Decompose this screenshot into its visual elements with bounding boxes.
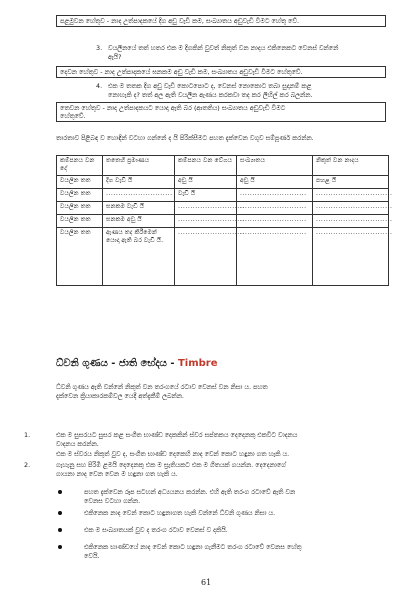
- first-reason-text: පළමුවන හේතුව - නාද උත්පාදකයේ දිග අඩු වැඩි කම, සංඛ්‍යාතය අඩුවැඩි වීමට හේතු වේ.: [60, 17, 300, 25]
- bullet-icon: [58, 545, 62, 549]
- blank-answer-cell: ...........................: [237, 202, 313, 215]
- blank-answer-cell: ...........................: [103, 189, 175, 202]
- table-cell: ඝනකම අඩු යි: [103, 215, 175, 228]
- question-number: 3.: [96, 44, 103, 52]
- blank-answer-cell: ...........................: [175, 202, 237, 215]
- blank-answer-cell: ...............................: [313, 202, 389, 215]
- activity-text: එක ම ස්වරය නිකුත් වුව ද, සංගීත භාණ්ඩ දෙකෙහි නාද වෙන් කොට හඳුනා ගත හැකි ය.: [56, 450, 290, 458]
- table-cell: අඩු යි: [237, 176, 313, 189]
- table-header-cell: කම්පනය වන දේ: [57, 156, 103, 176]
- section-intro: දැක්වෙන ක්‍රියාකාරකම්වල යෙදී අත්දැකීම් ලබන්න.: [56, 392, 184, 400]
- activity-text: වාදනය කරන්න.: [56, 440, 99, 448]
- blank-answer-cell: ...........................: [237, 215, 313, 228]
- table-cell: පහළ යි: [313, 176, 389, 189]
- bullet-text: එකිනෙක නාද වෙන් කොට හඳුනාගත හැකි වන්නේ ධ්වනි ගුණය නිසා ය.: [84, 509, 276, 517]
- question-text: වයලීනයේ තත් හතර එක ම දිගකින් වුවත් නිකුත් වන නාදය එකිනෙකට වෙනස් වන්නේ: [108, 44, 339, 52]
- table-cell: අඩු යි: [175, 176, 237, 189]
- blank-answer-cell: ...............................: [313, 215, 389, 228]
- bullet-icon: [58, 511, 62, 515]
- table-row: [57, 176, 389, 189]
- table-intro: තාරතාව පිළිබඳ ව හොඳින් වටහා ගන්නේ ද යි පිරික්සීමට පහත දැක්වෙන වගුව සම්පූර්ණ කරන්න.: [56, 134, 314, 142]
- second-reason-text: දෙවන හේතුව - නාද උත්පාදකයේ ඝනකම අඩු වැඩි කම, සංඛ්‍යාතය අඩුවැඩි වීමට හේතුවේ.: [60, 68, 303, 76]
- table-cell: වයලීන තත: [57, 215, 103, 228]
- table-header-cell: තතෙහි ප්‍රමාණය: [103, 156, 175, 176]
- bullet-text: එක ම සංඛ්‍යාතයක් වුව ද තරංග රටාව වෙනස් ව දකියි.: [84, 526, 228, 534]
- question-text: එක ම තතක දිග අඩු වැඩි කොටපොට ද, වෙනස් නොකොට තබා සුදානම් කළ: [108, 82, 312, 90]
- question-text: ඇයි?: [108, 53, 122, 61]
- bullet-icon: [58, 490, 62, 494]
- table-header-cell: සංඛ්‍යාතය: [237, 156, 313, 176]
- table-cell: වයලීන තත: [57, 228, 103, 286]
- blank-answer-cell: ...............................: [313, 189, 389, 202]
- bullet-text: වෙයි.: [84, 552, 100, 560]
- pitch-table: [56, 155, 393, 286]
- activity-text: එක ම සුසරයට සුසර කළ සංගීත භාණ්ඩ දෙකකින් ස්වර සප්තකය දෙදෙනකු එකවිට වාදනය: [56, 431, 298, 439]
- blank-answer-cell: ...............................: [313, 228, 389, 286]
- page-number: 61: [201, 578, 212, 587]
- second-reason-box: [56, 66, 386, 78]
- first-reason-box: [56, 15, 386, 27]
- bullet-text: වෙනස වටහා ගන්න.: [84, 497, 141, 505]
- table-header-cell: කම්පනය වන වේගය: [175, 156, 237, 176]
- table-row: [57, 202, 389, 215]
- table-cell: වයලීන තත: [57, 202, 103, 215]
- bullet-text: පහත දැක්වෙන රූප සටහන් අධ්‍යයනය කරන්න. එහි ඇති තරංග රටාවේ ඇති වන: [84, 488, 296, 496]
- table-cell: දිග වැඩි යි: [103, 176, 175, 189]
- blank-answer-cell: ...........................: [237, 189, 313, 202]
- question-text: නොහැකි ද? තත් අල ඇති වයලීන ඇණය කරකවා තද කර ලිහිල් කර බලන්න.: [108, 91, 313, 99]
- blank-answer-cell: ...........................: [175, 215, 237, 228]
- table-cell: වයලීන තත: [57, 176, 103, 189]
- activity-text: ගායනා නාද වෙන වෙන ම හඳුනා ගත හැකි ය.: [56, 470, 178, 478]
- table-cell: ඝනකම වැඩි යි: [103, 202, 175, 215]
- third-reason-text: හේතුවේ.: [60, 112, 86, 120]
- section-intro: ධ්වනි ගුණය ඇති වන්නේ නිකුත් වන තරංගයේ රටාව වෙනස් වන නිසා ය. පහත: [56, 383, 268, 391]
- activity-text: ගැහැනු සහ පිරිමි ළමයි දෙදෙනකු එක ම ස්‍රැතියකට එක ම ගීතයක් ගයන්න. දෙදෙනාගේ: [56, 461, 286, 469]
- table-cell: වයලීන තත: [57, 189, 103, 202]
- table-row: [57, 228, 389, 286]
- section-heading-sinhala: ධ්වනි ගුණය - ජාති භේදය -: [56, 358, 175, 369]
- table-row: [57, 215, 389, 228]
- third-reason-box: [56, 102, 386, 122]
- section-heading: [56, 358, 218, 370]
- table-header-row: [57, 156, 389, 176]
- third-reason-text: තෙවන හේතුව - නාද උත්පාදකයට යොදා ඇති බර (ආතතිය) සංඛ්‍යාතය අඩුවැඩි වීමට: [60, 104, 286, 112]
- table-cell: ඇණය තද කිරීමෙන් යොදා ඇති බර වැඩි යි.: [103, 228, 175, 286]
- question-number: 4.: [96, 82, 103, 90]
- table-row: [57, 189, 389, 202]
- bullet-icon: [58, 528, 62, 532]
- table-cell: වැඩි යි: [175, 189, 237, 202]
- table-header-cell: නිකුත් වන නාදය: [313, 156, 389, 176]
- section-heading-english: Timbre: [177, 358, 218, 369]
- blank-answer-cell: ...........................: [237, 228, 313, 286]
- activity-number: 2.: [24, 461, 31, 469]
- blank-answer-cell: ...........................: [175, 228, 237, 286]
- activity-number: 1.: [24, 431, 31, 439]
- bullet-text: එකිනෙක භාණ්ඩයේ නාද වෙන් කොට හඳුනා ගැනීමට තරංග රටාවේ වෙනස හේතු: [84, 543, 302, 551]
